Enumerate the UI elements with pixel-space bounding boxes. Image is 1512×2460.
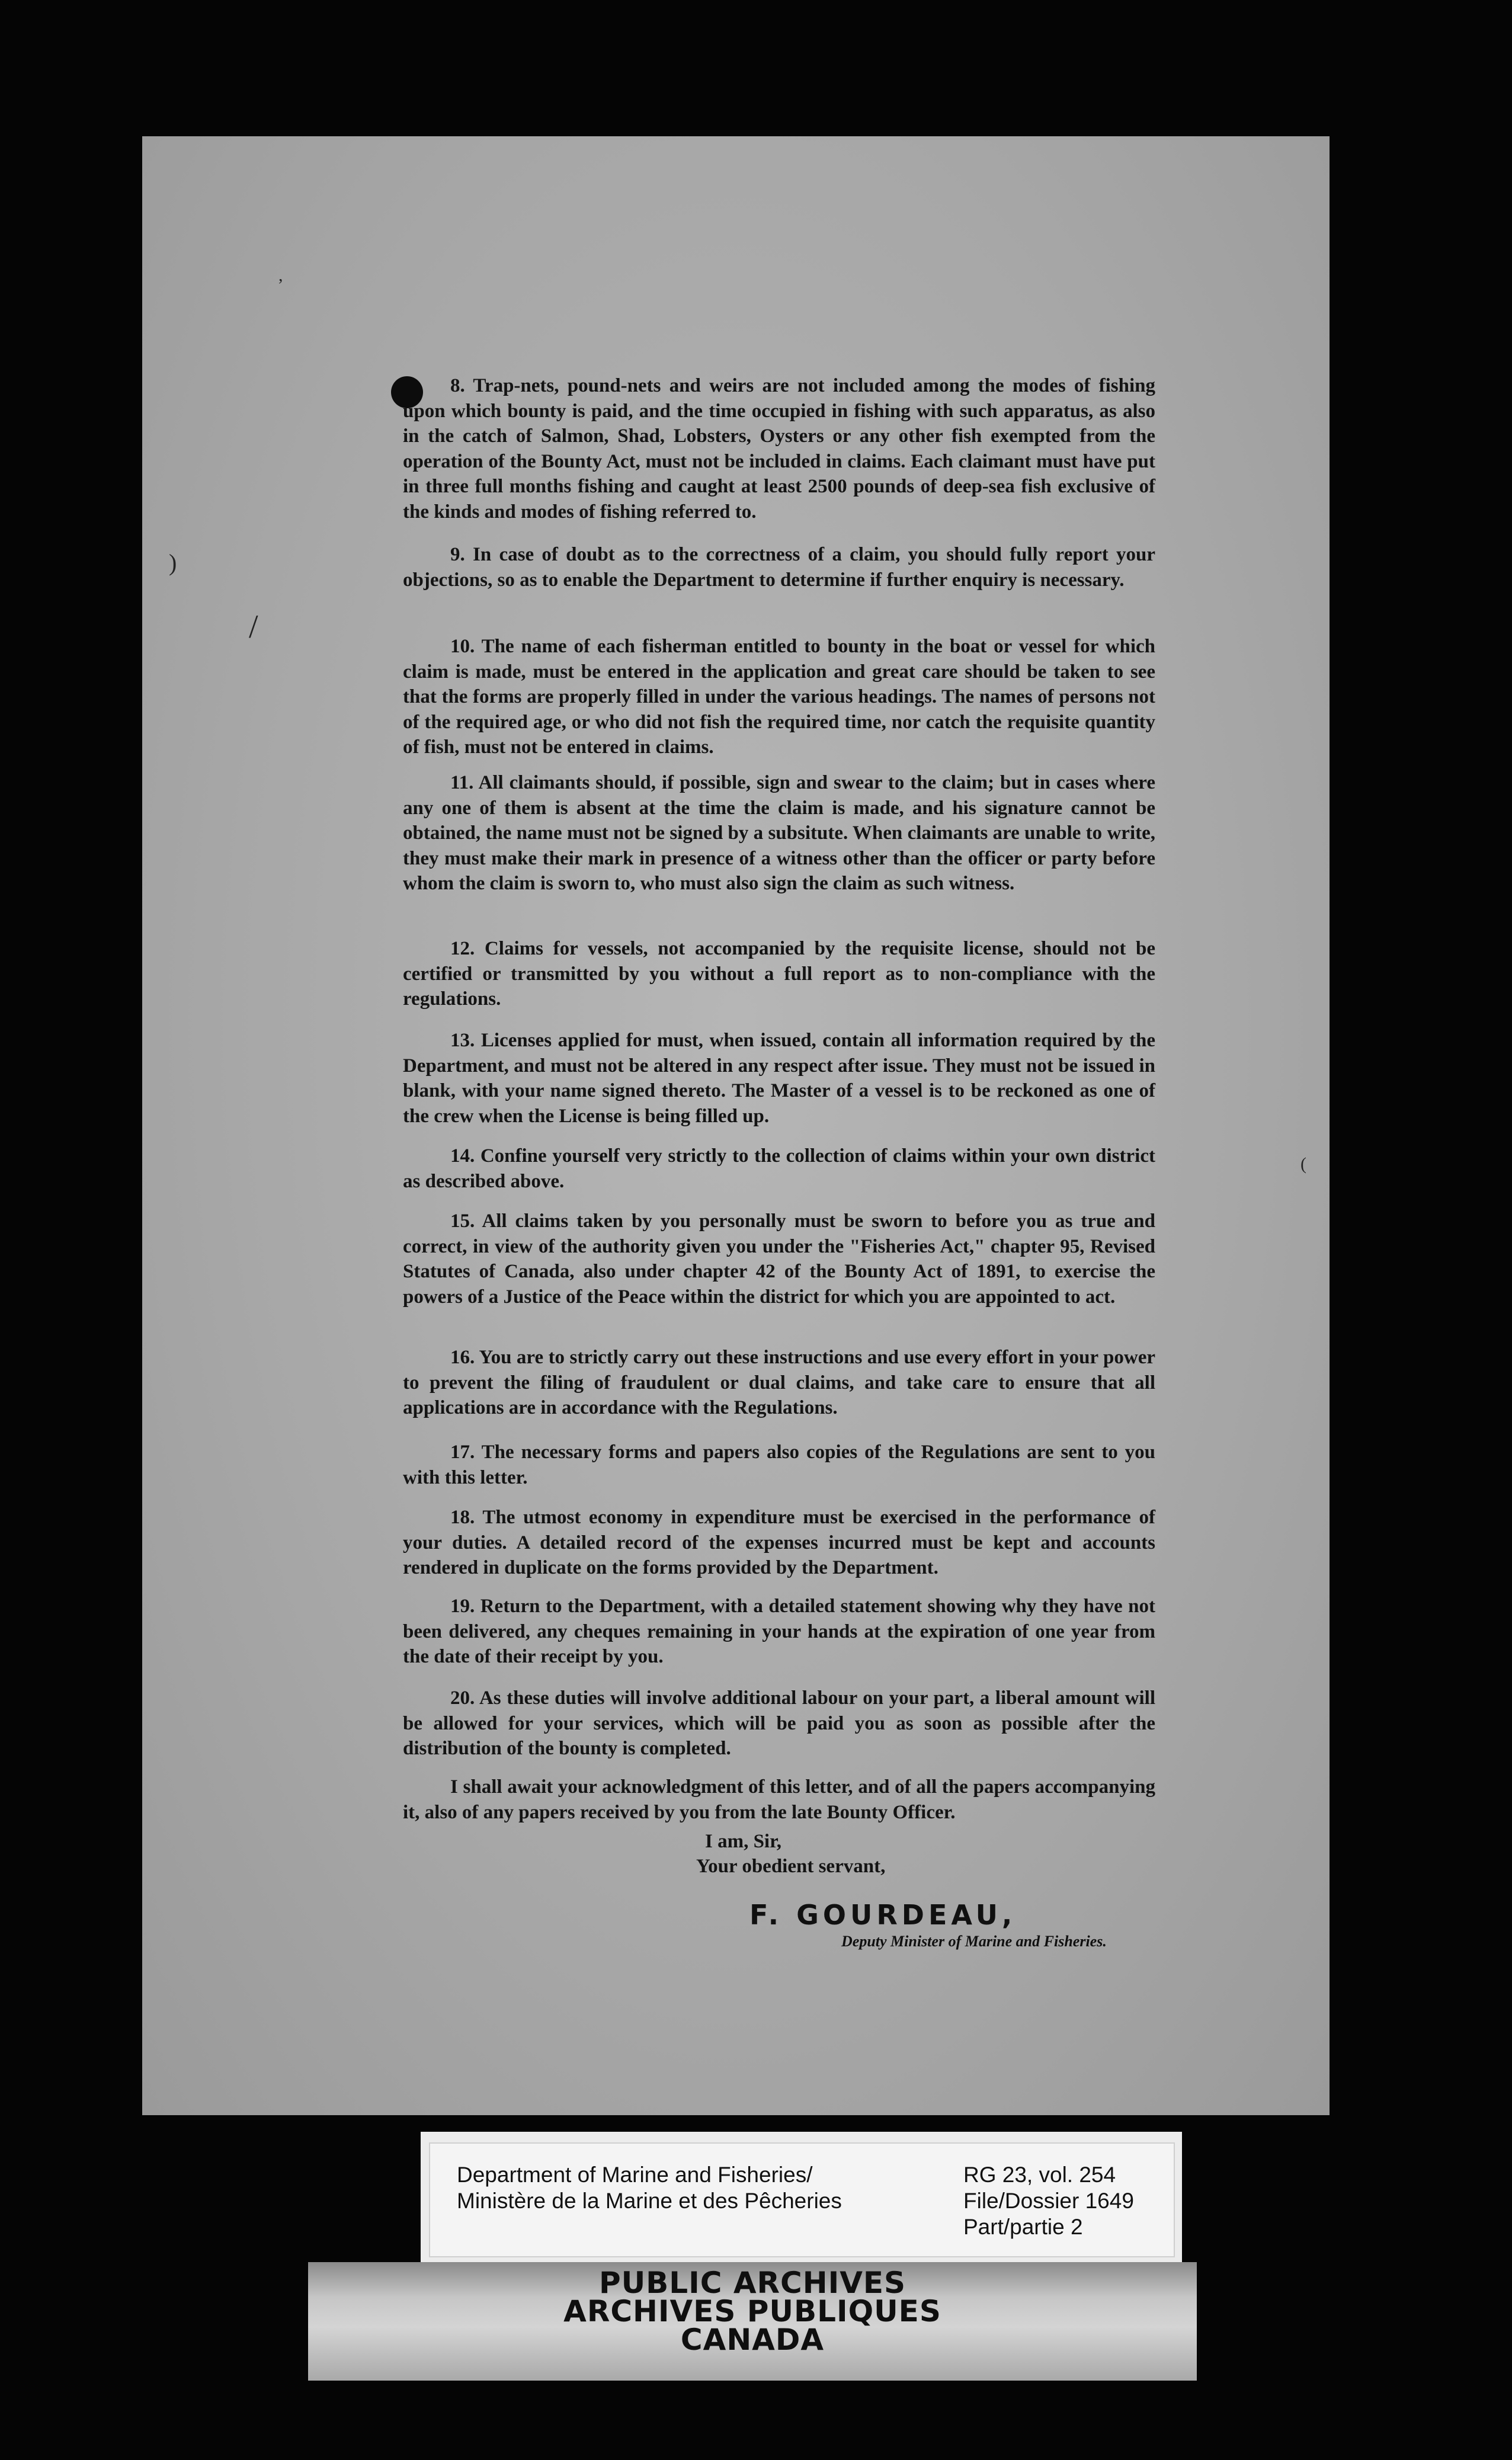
paragraph-16: 16. You are to strictly carry out these instructions and use every effort in your power to prevent the filing of fraudulent or dual claims, and take care to ensure that all applications are in accordance with the Regulations.: [403, 1347, 1155, 1418]
margin-mark: (: [1300, 1154, 1306, 1174]
paragraph-13: 13. Licenses applied for must, when issued, contain all information required by the Department, and must not be altered in any respect after issue. They must not be issued in blank, with your name signed thereto. The Master of a vessel is to be reckoned as one of the crew when the License is being filled up.: [403, 1030, 1155, 1127]
archive-label-box: [429, 2142, 1175, 2257]
paragraph-15: 15. All claims taken by you personally must be sworn to before you as true and correct, in view of the authority given you under the "Fisheries Act," chapter 95, Revised Statutes of Canada, also under chapter 42 of the Bounty Act of 1891, to exercise the powers of a Justice of the Peace within the district for which you are appointed to act.: [403, 1210, 1155, 1308]
record-group: RG 23, vol. 254: [963, 2163, 1116, 2187]
salutation: I am, Sir,: [705, 1831, 781, 1852]
paragraph-10: 10. The name of each fisherman entitled to bounty in the boat or vessel for which claim is made, must be entered in the application and great care should be taken to see that the forms are properly filled in under the various headings. The names of persons not of the required age, or who did not fish the required time, nor catch the requisite quantity of fish, must not be entered in claims.: [403, 636, 1155, 758]
paragraph-19: 19. Return to the Department, with a detailed statement showing why they have not been delivered, any cheques remaining in your hands at the expiration of one year from the date of their receipt by you.: [403, 1596, 1155, 1667]
margin-mark: /: [249, 608, 258, 645]
stamp-line-canada: CANADA: [680, 2323, 825, 2357]
paragraph-18: 18. The utmost economy in expenditure must be exercised in the performance of your duties. A detailed record of the expenses incurred must be kept and accounts rendered in duplicate on the forms provided by the Department.: [403, 1507, 1155, 1578]
paragraph-9: 9. In case of doubt as to the correctness of a claim, you should fully report your objections, so as to enable the Department to determine if further enquiry is necessary.: [403, 544, 1155, 591]
paragraph-20: 20. As these duties will involve additional labour on your part, a liberal amount will be allowed for your services, which will be paid you as soon as possible after the distribution of the bounty is completed.: [403, 1687, 1155, 1759]
paragraph-11: 11. All claimants should, if possible, sign and swear to the claim; but in cases where any one of them is absent at the time the claim is made, and his signature cannot be obtained, the name must not be signed by a subsitute. When claimants are unable to write, they must make their mark in presence of a witness other than the officer or party before whom the claim is sworn to, who must also sign the claim as such witness.: [403, 772, 1155, 894]
paragraph-8: 8. Trap-nets, pound-nets and weirs are not included among the modes of fishing upon which bounty is paid, and the time occupied in fishing with such apparatus, as also in the catch of Salmon, Shad, Lobsters, Oysters or any other fish exempted from the operation of the Bounty Act, must not be included in claims. Each claimant must have put in three full months fishing and caught at least 2500 pounds of deep-sea fish exclusive of the kinds and modes of fishing referred to.: [403, 375, 1155, 523]
archive-stamp: [308, 2262, 1197, 2381]
paragraph-14: 14. Confine yourself very strictly to the collection of claims within your own district as described above.: [403, 1145, 1155, 1192]
signer-title: Deputy Minister of Marine and Fisheries.: [841, 1933, 1107, 1950]
paragraph-17: 17. The necessary forms and papers also copies of the Regulations are sent to you with this letter.: [403, 1442, 1155, 1488]
department-french: Ministère de la Marine et des Pêcheries: [457, 2189, 842, 2213]
signature: F. GOURDEAU,: [749, 1899, 1017, 1931]
stamp-line-public-archives: PUBLIC ARCHIVES: [598, 2266, 906, 2300]
department-english: Department of Marine and Fisheries/: [457, 2163, 813, 2187]
margin-mark: ,: [278, 265, 283, 285]
complimentary-close: Your obedient servant,: [696, 1856, 886, 1877]
stamp-line-archives-publiques: ARCHIVES PUBLIQUES: [563, 2294, 941, 2328]
margin-mark: ): [169, 549, 177, 576]
closing-paragraph: I shall await your acknowledgment of this letter, and of all the papers accompanying it, also of any papers received by you from the late Bounty Officer.: [403, 1776, 1155, 1823]
part-number: Part/partie 2: [963, 2215, 1083, 2239]
file-number: File/Dossier 1649: [963, 2189, 1134, 2213]
paragraph-12: 12. Claims for vessels, not accompanied by the requisite license, should not be certified or transmitted by you without a full report as to non-compliance with the regulations.: [403, 938, 1156, 1010]
